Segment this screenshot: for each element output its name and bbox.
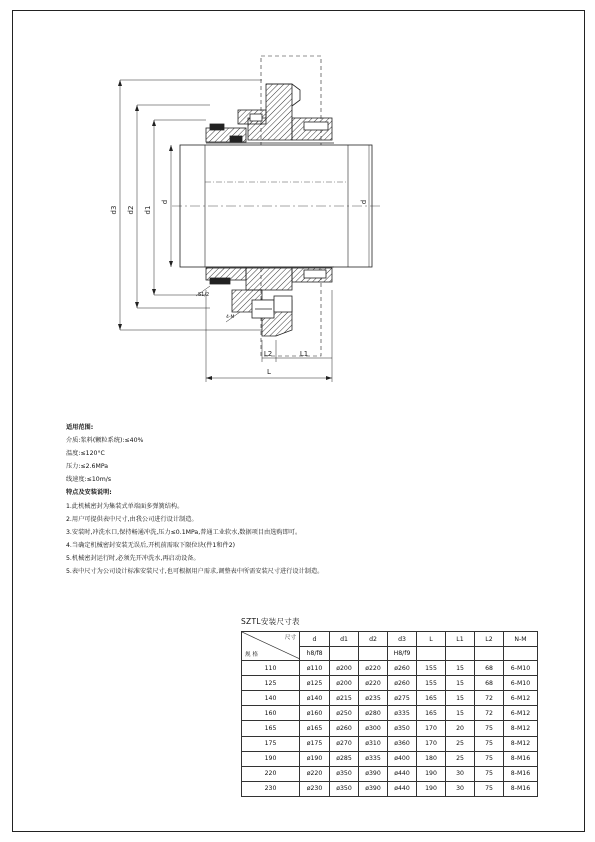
note-line: 1.此机械密封为集装式单端面多弹簧结构。 (66, 502, 184, 510)
table-cell: 25 (446, 751, 475, 766)
table-cell: 8-M16 (504, 781, 538, 796)
table-cell: 8-M16 (504, 766, 538, 781)
dim-label-d3: d3 (110, 205, 118, 215)
table-cell: ø125 (300, 676, 330, 691)
table-cell: ø280 (359, 706, 388, 721)
col-header: L1 (446, 632, 475, 647)
dim-label-d1: d1 (144, 205, 152, 215)
table-cell: ø350 (330, 781, 359, 796)
table-cell: 68 (475, 661, 504, 676)
table-header-row (242, 632, 538, 647)
table-cell: 75 (475, 781, 504, 796)
table-cell: ø335 (359, 751, 388, 766)
table-cell: ø220 (359, 661, 388, 676)
note-line: 5.机械密封运行时,必须先开冲洗水,再启动设备。 (66, 554, 200, 562)
tolerance-cell (359, 647, 388, 661)
table-cell: 75 (475, 751, 504, 766)
table-cell: 15 (446, 661, 475, 676)
tolerance-cell: H8/f9 (388, 647, 417, 661)
table-cell: 165 (417, 691, 446, 706)
table-cell: ø235 (359, 691, 388, 706)
spec-cell: 140 (242, 691, 300, 706)
table-cell: ø215 (330, 691, 359, 706)
table-cell: ø400 (388, 751, 417, 766)
table-cell: 72 (475, 691, 504, 706)
table-cell: 8-M12 (504, 721, 538, 736)
table-row (242, 661, 538, 676)
table-cell: 155 (417, 676, 446, 691)
table-row (242, 721, 538, 736)
table-cell: ø160 (300, 706, 330, 721)
table-cell: ø300 (359, 721, 388, 736)
spec-cell: 220 (242, 766, 300, 781)
col-header: L (417, 632, 446, 647)
table-cell: ø260 (388, 676, 417, 691)
table-cell: 30 (446, 766, 475, 781)
spec-cell: 125 (242, 676, 300, 691)
table-cell: ø350 (388, 721, 417, 736)
table-cell: 75 (475, 736, 504, 751)
table-cell: 155 (417, 661, 446, 676)
table-row (242, 751, 538, 766)
table-cell: 190 (417, 766, 446, 781)
col-header: d1 (330, 632, 359, 647)
table-cell: 25 (446, 736, 475, 751)
dim-label-d2: d2 (127, 205, 135, 215)
table-cell: ø250 (330, 706, 359, 721)
note-line: 压力:≤2.6MPa (66, 463, 109, 471)
table-cell: ø260 (330, 721, 359, 736)
table-cell: 15 (446, 676, 475, 691)
table-cell: 190 (417, 781, 446, 796)
table-row (242, 676, 538, 691)
table-cell: 15 (446, 691, 475, 706)
table-cell: 8-M16 (504, 751, 538, 766)
table-row (242, 691, 538, 706)
table-cell: ø175 (300, 736, 330, 751)
table-cell: ø260 (388, 661, 417, 676)
table-cell: 6-M12 (504, 691, 538, 706)
col-header: d3 (388, 632, 417, 647)
table-cell: 170 (417, 721, 446, 736)
table-cell: 6-M10 (504, 676, 538, 691)
col-header: N-M (504, 632, 538, 647)
tolerance-cell (330, 647, 359, 661)
tolerance-cell (475, 647, 504, 661)
corner-top-label: 尺寸 (284, 635, 296, 641)
dim-label-d-right: d (360, 199, 368, 205)
note-line: 介质:浆料(颗粒系统):≤40% (66, 437, 144, 445)
note-line: 3.安装时,冲洗水口,保持畅通冲洗,压力≤0.1MPa,普通工业软水,数据项目由选购即可。 (66, 528, 302, 536)
tolerance-cell: h8/f8 (300, 647, 330, 661)
table-cell: 8-M12 (504, 736, 538, 751)
col-header: d2 (359, 632, 388, 647)
note-line: 温度:≤120°C (66, 450, 105, 458)
table-cell: ø200 (330, 676, 359, 691)
tolerance-cell (504, 647, 538, 661)
upper-seal (206, 84, 334, 143)
table-cell: 170 (417, 736, 446, 751)
col-header: d (300, 632, 330, 647)
spec-cell: 165 (242, 721, 300, 736)
table-cell: 68 (475, 676, 504, 691)
note-line: 4.当确定机械密封安装无误后,开机前需取下限位块(件1和件2) (66, 541, 236, 549)
tolerance-cell (417, 647, 446, 661)
spec-cell: 175 (242, 736, 300, 751)
table-cell: ø390 (359, 766, 388, 781)
dim-label-L2: L2 (263, 350, 273, 358)
table-cell: ø360 (388, 736, 417, 751)
table-row (242, 706, 538, 721)
table-cell: 180 (417, 751, 446, 766)
table-row (242, 766, 538, 781)
table-row (242, 781, 538, 796)
table-cell: ø270 (330, 736, 359, 751)
table-cell: ø350 (330, 766, 359, 781)
table-cell: 6-M10 (504, 661, 538, 676)
dim-label-d-left: d (161, 199, 169, 205)
table-cell: 20 (446, 721, 475, 736)
lower-seal (206, 267, 334, 336)
dim-label-L: L (267, 368, 271, 376)
table-cell: ø390 (359, 781, 388, 796)
spec-cell: 230 (242, 781, 300, 796)
table-cell: 165 (417, 706, 446, 721)
table-cell: ø440 (388, 766, 417, 781)
seal-drawing (0, 0, 595, 400)
table-cell: ø440 (388, 781, 417, 796)
table-cell: ø310 (359, 736, 388, 751)
dimension-table (241, 631, 538, 797)
table-cell: ø220 (359, 676, 388, 691)
dim-label-L1: L1 (299, 350, 309, 358)
table-body (242, 661, 538, 797)
table-cell: ø110 (300, 661, 330, 676)
spec-cell: 160 (242, 706, 300, 721)
table-cell: ø230 (300, 781, 330, 796)
table-title: SZTL安装尺寸表 (241, 617, 300, 626)
notes-block (66, 421, 526, 578)
table-cell: ø285 (330, 751, 359, 766)
table-row (242, 736, 538, 751)
table-cell: ø275 (388, 691, 417, 706)
table-cell: 75 (475, 766, 504, 781)
table-cell: ø165 (300, 721, 330, 736)
spec-cell: 110 (242, 661, 300, 676)
table-cell: 72 (475, 706, 504, 721)
table-cell: ø220 (300, 766, 330, 781)
dim-label-bolt: 4-M (226, 315, 235, 320)
table-cell: 30 (446, 781, 475, 796)
table-cell: ø140 (300, 691, 330, 706)
col-header: L2 (475, 632, 504, 647)
note-line: 线速度:≤10m/s (66, 476, 112, 484)
notes-heading: 适用范围: (66, 424, 94, 431)
table-corner-cell (242, 632, 300, 661)
spec-cell: 190 (242, 751, 300, 766)
note-line: 特点及安装说明: (66, 489, 112, 497)
dim-label-s: S1/2 (198, 292, 210, 298)
table-cell: 6-M12 (504, 706, 538, 721)
tolerance-cell (446, 647, 475, 661)
corner-bottom-label: 规 格 (245, 652, 258, 659)
note-line: 2.用户可提供表中尺寸,由我公司进行设计制造。 (66, 515, 198, 523)
table-cell: ø190 (300, 751, 330, 766)
table-cell: 15 (446, 706, 475, 721)
table-cell: ø200 (330, 661, 359, 676)
table-cell: 75 (475, 721, 504, 736)
table-cell: ø335 (388, 706, 417, 721)
note-line: 5.表中尺寸为公司设计标准安装尺寸,也可根据用户需求,调整表中所需安装尺寸进行设计制造。 (66, 568, 324, 576)
